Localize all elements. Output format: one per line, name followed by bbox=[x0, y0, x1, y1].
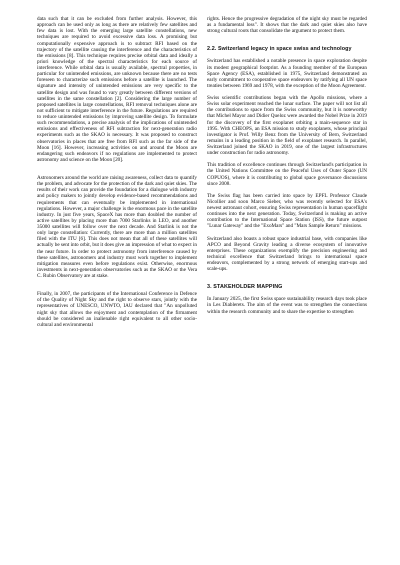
paragraph: Finally, in 2007, the participants of the International Conference in Defence of the Quality of Night Sky and the right to observe stars, jointly with the representatives of UNESCO, UNWTO, IAU declared that "An unpolluted night sky that allows the enjoyment and contemplation of the firmament should be considered an inalienable right equivalent to all other socio-cultural and environmental bbox=[37, 291, 197, 328]
paragraph: Swiss scientific contributions began with the Apollo missions, where a Swiss solar experiment reached the lunar surface. The paper will not list all the contributions to space from the Swiss community, but it is noteworthy that Michel Mayor and Didier Queloz were awarded the Nobel Prize in 2019 for the discovery of the first exoplanet orbiting a main-sequence star in 1995. With CHEOPS, an ESA mission to study exoplanets, whose principal investigator is Prof. Willy Benz from the University of Bern, Switzerland remains in a leading position in the field of exoplanet research. In parallel, Switzerland joined the SKAO in 2019, one of the largest infrastructures under construction for radio astronomy. bbox=[207, 95, 367, 157]
paragraph: This tradition of excellence continues through Switzerland's participation in the United Nations Committee on the Peaceful Uses of Outer Space (UN COPUOS), where it is contributing to global space governance discussions since 2008. bbox=[207, 162, 367, 187]
paragraph: Switzerland has established a notable presence in space exploration despite its modest geographical footprint. As a founding member of the European Space Agency (ESA), established in 1975, Switzerland demonstrated an early commitment to cooperative space endeavors by ratifying all UN space treaties between 1969 and 1978, with the exception of the Moon Agreement. bbox=[207, 58, 367, 89]
paragraph: In January 2025, the first Swiss space sustainability research days took place in Les Diablerets. The aim of the event was to strengthen the connections within the research community and to share the expertise to strengthen bbox=[207, 296, 367, 315]
right-column bbox=[207, 16, 367, 321]
paragraph: Switzerland also boasts a robust space industrial base, with companies like APCO and Beyond Gravity leading a diverse ecosystem of innovative enterprises. These organizations exemplify the precision engineering and technical excellence that Switzerland brings to international space endeavors, complemented by a strong network of emerging start-ups and scale-ups. bbox=[207, 235, 367, 273]
left-column bbox=[37, 16, 197, 334]
paragraph: The Swiss flag has been carried into space by EPFL Professor Claude Nicollier and soon Marco Sieber, who was recently selected for ESA's newest astronaut cohort, ensuring Swiss representation in human spaceflight continues into the next generation. Today, Switzerland is making an active contribution to the International Space Station (ISS), the future outpost "Lunar Gateway" and the "ExoMars" and "Mars Sample Return" missions. bbox=[207, 192, 367, 230]
section-heading: 2.2. Switzerland legacy in space swiss and technology bbox=[207, 46, 352, 53]
section-heading: 3. STAKEHOLDER MAPPING bbox=[207, 284, 283, 291]
paragraph: data such that it can be excluded from further analysis. However, this approach can be used only as long as there are relatively few satellites and few data is lost. With the emerging large satellite constellations, new techniques are required to avoid excessive data loss. A promising but computationally expensive approach is to subtract RFI based on the trajectory of the satellite causing the interference and the characteristics of the emissions [8]. This technique requires precise orbital data and ideally a priori knowledge of the spectral characteristics for each source of interference. While orbital data is usually available, spectral properties, in particular for unintended emissions, are unknown because there are no tests foreseen to characterize such emissions before a satellite is launched. The signature and intensity of unintended emissions are very specific to the satellite design and was found to vary greatly between different versions of satellites in the same constellation [2]. Considering the large number of proposed satellites in large constellations, RFI removal techniques alone are not sufficient to mitigate interference in the future. Regulations are required to reduce unintended emissions by improving satellite design. To formulate such recommendations, a precise analysis of the implications of unintended emissions and effectiveness of RFI subtraction for next-generation radio experiments such as the SKAO is necessary. It was proposed to construct observatories in places that are free from RFI such as the far side of the Moon [16]. However, increasing activities on and around the Moon are endangering such endeavors if no regulations are implemented to protect astronomy and science on the Moon [20]. bbox=[37, 16, 197, 163]
paragraph: rights. Hence the progressive degradation of the night sky must be regarded as a fundamental loss". It shows that the dark and quiet skies also have strong cultural roots that consolidate the argument to protect them. bbox=[207, 16, 367, 35]
paragraph: Astronomers around the world are raising awareness, collect data to quantify the problem, and advocate for the protection of the dark and quiet skies. The results of their work can provide the foundation for a dialogue with industry and policy makers to jointly develop evidence-based recommendations and requirements that can eventually be implemented in international regulations. However, a major challenge is the enormous pace in the satellite industry. In just five years, SpaceX has more than doubled the number of active satellites by placing more than 7000 Starlinks in LEO, and another 35000 satellites will follow over the next decade. And Starlink is not the only large constellation: Currently, there are more than a million satellites filed with the ITU [6]. This does not mean that all of these satellites will actually be sent into orbit, but it does give an impression of what to expect in the near future. In order to protect astronomy from interference caused by these satellites, astronomers and industry must work together to implement mitigation measures even before regulations exist. Otherwise, enormous investments in next-generation observatories such as the SKAO or the Vera C. Rubin Observatory are at stake. bbox=[37, 175, 197, 279]
